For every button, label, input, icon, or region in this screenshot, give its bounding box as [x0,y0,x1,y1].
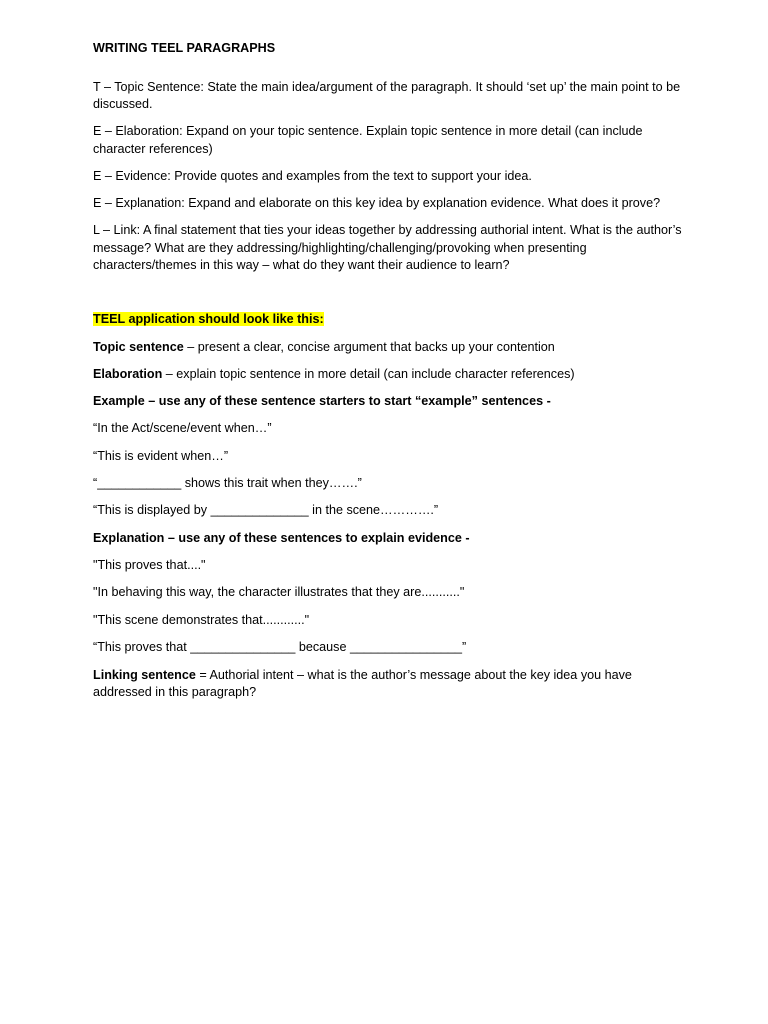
definition-link: L – Link: A final statement that ties your ideas together by addressing authorial intent. What is the author’s message? What are they addressing/highlighting/challenging/provoking when presenting characters/themes in this way – what do they want their audience to learn? [93,223,682,273]
explanation-starter: "In behaving this way, the character illustrates that they are..........." [93,585,465,600]
example-starter: “This is displayed by ______________ in the scene………….” [93,503,439,518]
example-starter: “This is evident when…” [93,448,229,463]
definition-evidence: E – Evidence: Provide quotes and examples from the text to support your idea. [93,168,532,183]
explanation-starter: "This scene demonstrates that............" [93,612,310,627]
explanation-heading: Explanation – use any of these sentences to explain evidence - [93,530,470,545]
elaboration-row [93,366,693,384]
linking-sentence-label: Linking sentence [93,667,196,682]
topic-sentence-text: – present a clear, concise argument that backs up your contention [183,339,555,354]
definition-topic-sentence: T – Topic Sentence: State the main idea/argument of the paragraph. It should ‘set up’ the main point to be discussed. [93,79,681,112]
application-heading-row [93,311,693,329]
definition-elaboration: E – Elaboration: Expand on your topic sentence. Explain topic sentence in more detail (can include character references) [93,124,643,156]
linking-sentence-row [93,667,693,702]
document-page [93,40,693,711]
linking-sentence-text: = Authorial intent – what is the author’s message about the key idea you have addressed in this paragraph? [93,667,632,700]
section-gap [93,284,693,311]
explanation-starter: "This proves that...." [93,558,206,573]
topic-sentence-row [93,339,693,357]
application-heading: TEEL application should look like this: [93,312,324,327]
example-starter: “In the Act/scene/event when…” [93,421,272,436]
elaboration-text: – explain topic sentence in more detail (can include character references) [162,366,575,381]
definition-explanation: E – Explanation: Expand and elaborate on this key idea by explanation evidence. What does it prove? [93,196,661,211]
explanation-starter: “This proves that _______________ because ________________” [93,640,467,655]
topic-sentence-label: Topic sentence [93,339,184,354]
example-heading: Example – use any of these sentence starters to start “example” sentences - [93,393,551,408]
elaboration-label: Elaboration [93,366,163,381]
document-title: WRITING TEEL PARAGRAPHS [93,41,276,55]
example-starter: “____________ shows this trait when they…….” [93,475,362,490]
